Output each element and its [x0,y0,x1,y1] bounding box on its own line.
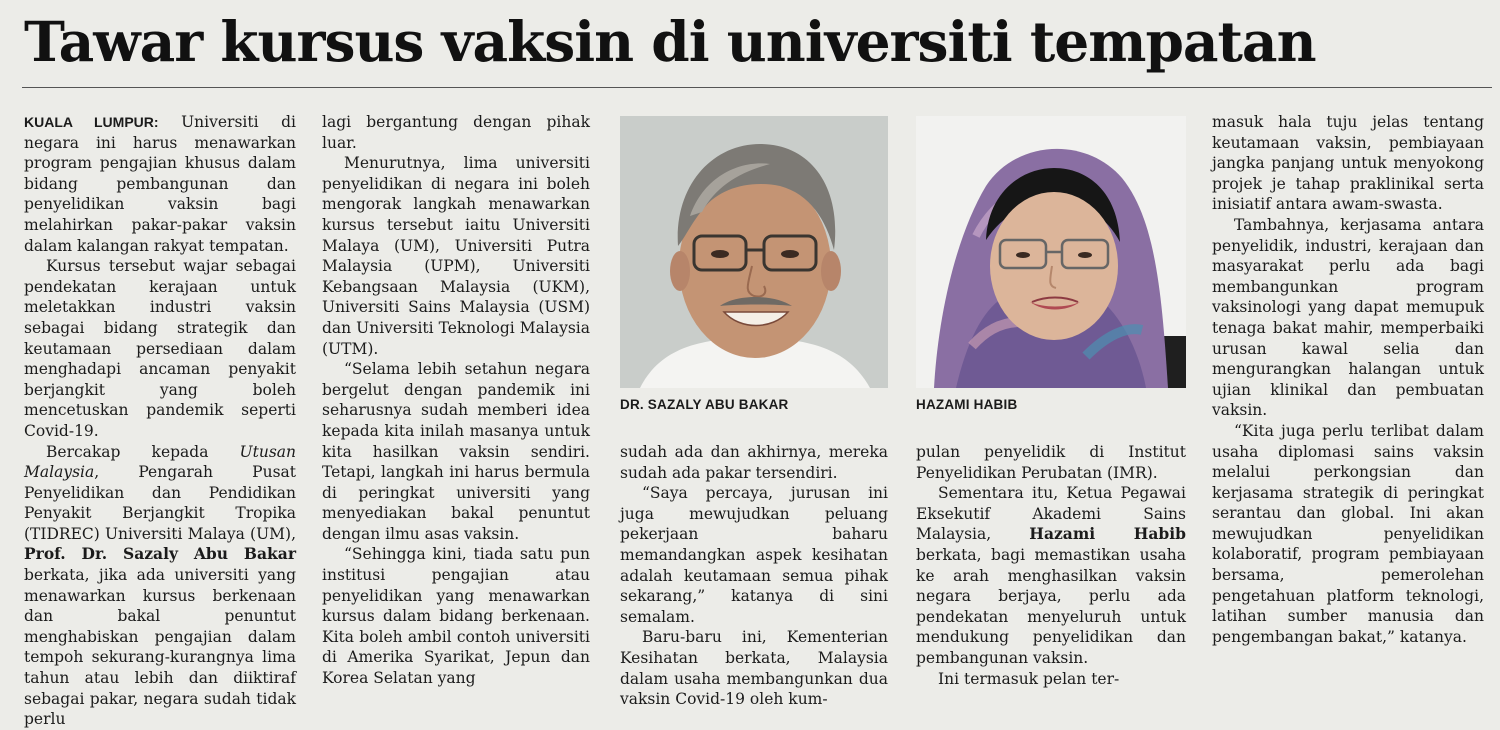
paragraph: “Saya percaya, jurusan ini juga mewujudkan peluang pekerjaan baharu memandangkan aspek kesihatan adalah keutamaan semua pihak sekarang,” katanya di sini semalam. [620,484,888,626]
paragraph: masuk hala tuju jelas tentang keutamaan vaksin, pembiayaan jangka panjang untuk menyokong projek je tahap praklinikal serta inisiatif antara awam-swasta. [1212,113,1484,214]
paragraph [24,442,296,730]
photo-hazami-habib [916,116,1186,388]
headline-rule [22,87,1492,88]
paragraph-text: , Pengarah Pusat Penyelidikan dan Pendidikan Penyakit Berjangkit Tropika (TIDREC) Universiti Malaya (UM), [24,463,296,543]
paragraph-text: berkata, jika ada universiti yang menawarkan kursus berkenaan dan bakal penuntut menghabiskan pengajian dalam tempoh sekurang-kurangnya lima tahun atau lebih dan diiktiraf sebagai pakar, negara sudah tidak perlu [24,566,296,729]
person-name: Prof. Dr. Sazaly Abu Bakar [24,544,296,564]
portrait-illustration [620,116,888,388]
headline: Tawar kursus vaksin di universiti tempatan [24,9,1316,74]
article-column-3 [620,442,888,710]
article-column-4 [916,442,1186,689]
paragraph: “Selama lebih setahun negara bergelut dengan pandemik ini seharusnya sudah memberi idea kepada kita inilah masanya untuk kita hasilkan vaksin sendiri. Tetapi, langkah ini harus bermula di peringkat universiti yang menyediakan bakal penuntut dengan ilmu asas vaksin. [322,360,590,543]
paragraph: Ini termasuk pelan ter- [938,669,1120,688]
paragraph: sudah ada dan akhirnya, mereka sudah ada pakar tersendiri. [620,443,888,482]
photo-sazaly-abu-bakar [620,116,888,388]
article-column-1 [24,112,296,730]
paragraph: lagi bergantung dengan pihak luar. [322,113,590,152]
paragraph [916,483,1186,668]
photo-caption: HAZAMI HABIB [916,397,1018,412]
portrait-illustration [916,116,1186,388]
article-column-2 [322,112,590,689]
paragraph: Menurutnya, lima universiti penyelidikan di negara ini boleh mengorak langkah menawarkan kursus tersebut iaitu Universiti Malaya (UM), Universiti Putra Malaysia (UPM), Universiti Kebangsaan Malaysia (UKM), Universiti Sains Malaysia (USM) dan Universiti Teknologi Malaysia (UTM). [322,154,590,358]
paragraph-text: berkata, bagi memastikan usaha ke arah menghasilkan vaksin negara berjaya, perlu ada pendekatan menyeluruh untuk mendukung penyelidikan dan pembangunan vaksin. [916,545,1186,667]
paragraph: Tambahnya, kerjasama antara penyelidik, industri, kerajaan dan masyarakat perlu ada bagi membangunkan program vaksinologi yang dapat memupuk tenaga bakat mahir, memperbaiki urusan kawal selia dan mengurangkan halangan untuk ujian klinikal dan pembuatan vaksin. [1212,215,1484,420]
person-name: Hazami Habib [1029,524,1186,544]
paragraph: “Kita juga perlu terlibat dalam usaha diplomasi sains vaksin melalui perkongsian dan kerjasama strategik di peringkat serantau dan global. Ini akan mewujudkan penyelidikan kolaboratif, program pembiayaan bersama, pemerolehan pengetahuan platform teknologi, latihan sumber manusia dan pengembangan bakat,” katanya. [1212,421,1484,646]
dateline: KUALA LUMPUR: [24,114,159,130]
paragraph: “Sehingga kini, tiada satu pun institusi pengajian atau penyelidikan yang menawarkan kursus dalam bidang berkenaan. Kita boleh ambil contoh universiti di Amerika Syarikat, Jepun dan Korea Selatan yang [322,545,590,688]
paragraph-text: Bercakap kepada [46,442,240,461]
paragraph [24,112,296,256]
photo-caption: DR. SAZALY ABU BAKAR [620,397,789,412]
paragraph-text: Sementara itu, Ketua Pegawai Eksekutif Akademi Sains Malaysia, [916,484,1186,544]
article-column-5 [1212,112,1484,647]
newspaper-name: Utusan Malaysia [24,442,296,482]
paragraph: Baru-baru ini, Kementerian Kesihatan berkata, Malaysia dalam usaha membangunkan dua vaksin Covid-19 oleh kum- [620,628,888,709]
paragraph-text: Universiti di negara ini harus menawarkan program pengajian khusus dalam bidang pembangunan dan penyelidikan vaksin bagi melahirkan pakar-pakar vaksin dalam kalangan rakyat tempatan. [24,113,296,255]
paragraph: Kursus tersebut wajar sebagai pendekatan kerajaan untuk meletakkan industri vaksin sebagai bidang strategik dan keutamaan persediaan dalam menghadapi ancaman penyakit berjangkit yang boleh mencetuskan pandemik seperti Covid-19. [24,257,296,440]
paragraph: pulan penyelidik di Institut Penyelidikan Perubatan (IMR). [916,443,1186,482]
